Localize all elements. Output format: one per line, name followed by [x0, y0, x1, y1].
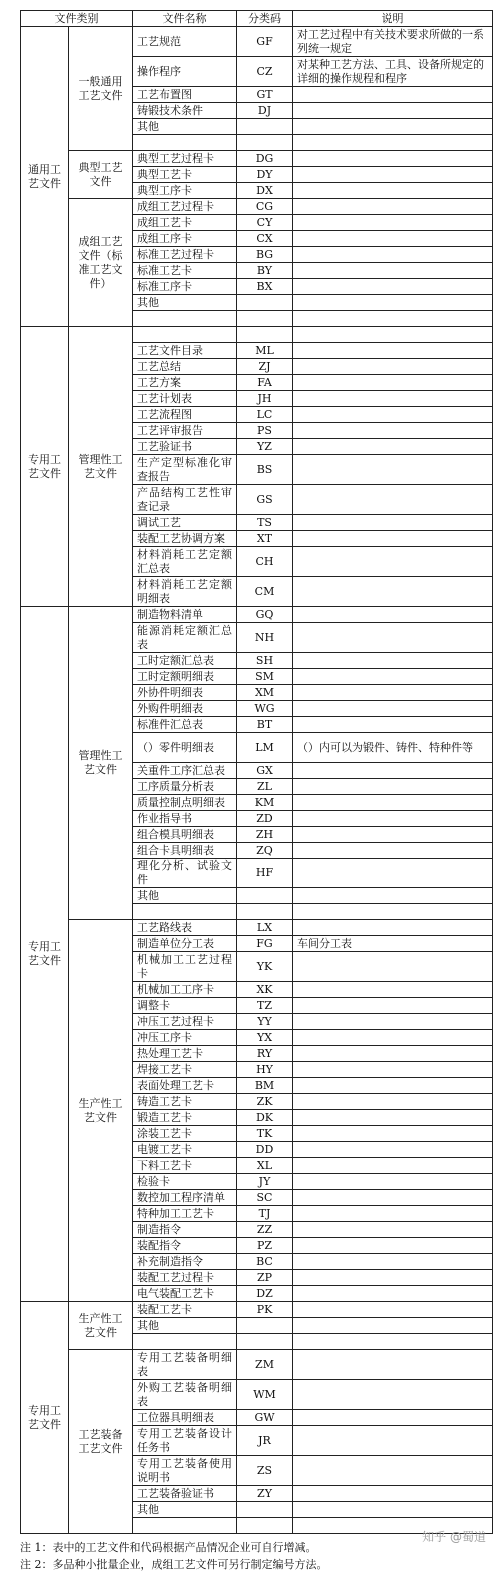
group-label: 管理性工艺文件 [69, 327, 133, 607]
file-name-cell: 其他 [133, 295, 237, 311]
code-cell: PS [237, 423, 293, 439]
note-cell [293, 827, 493, 843]
code-cell: TJ [237, 1206, 293, 1222]
file-name-cell: 制造指令 [133, 1222, 237, 1238]
note-cell [293, 1030, 493, 1046]
code-cell: YY [237, 1014, 293, 1030]
code-cell: DX [237, 183, 293, 199]
file-name-cell: 成组工艺卡 [133, 215, 237, 231]
file-name-cell: 专用工艺装备使用说明书 [133, 1456, 237, 1486]
file-name-cell: 工时定额明细表 [133, 669, 237, 685]
note-cell: 对工艺过程中有关技术要求所做的一系列统一规定 [293, 27, 493, 57]
note-cell [293, 1126, 493, 1142]
file-name-cell: 工艺计划表 [133, 391, 237, 407]
code-cell: KM [237, 795, 293, 811]
code-cell [237, 1318, 293, 1334]
note-cell [293, 359, 493, 375]
file-name-cell: 焊接工艺卡 [133, 1062, 237, 1078]
file-name-cell: 装配指令 [133, 1238, 237, 1254]
note-cell [293, 119, 493, 135]
note-cell [293, 904, 493, 920]
code-cell: JH [237, 391, 293, 407]
file-name-cell: 关重件工序汇总表 [133, 763, 237, 779]
file-name-cell: 典型工艺过程卡 [133, 151, 237, 167]
file-name-cell: 工时定额汇总表 [133, 653, 237, 669]
file-name-cell: 机械加工工艺过程卡 [133, 952, 237, 982]
code-cell [237, 904, 293, 920]
note-cell [293, 779, 493, 795]
file-name-cell [133, 311, 237, 327]
note-cell [293, 577, 493, 607]
code-cell [237, 295, 293, 311]
code-cell: JR [237, 1426, 293, 1456]
file-name-cell: 理化分析、试验文件 [133, 859, 237, 888]
note-cell [293, 685, 493, 701]
file-name-cell: 组合模具明细表 [133, 827, 237, 843]
code-cell: SH [237, 653, 293, 669]
note-cell [293, 1410, 493, 1426]
code-cell: FA [237, 375, 293, 391]
note-cell [293, 811, 493, 827]
header-code: 分类码 [237, 11, 293, 27]
note-cell [293, 87, 493, 103]
code-cell: XM [237, 685, 293, 701]
code-cell: CY [237, 215, 293, 231]
note-cell [293, 859, 493, 888]
file-name-cell: 能源消耗定额汇总表 [133, 623, 237, 653]
file-name-cell: 专用工艺装备明细表 [133, 1350, 237, 1380]
file-name-cell: 标准工艺过程卡 [133, 247, 237, 263]
note-cell [293, 1142, 493, 1158]
file-name-cell: 成组工序卡 [133, 231, 237, 247]
note-cell [293, 485, 493, 515]
section-label: 专用工艺文件 [21, 327, 69, 607]
note-cell [293, 1254, 493, 1270]
file-name-cell: 涂装工艺卡 [133, 1126, 237, 1142]
code-cell: XL [237, 1158, 293, 1174]
note-cell [293, 295, 493, 311]
code-cell: TK [237, 1126, 293, 1142]
note-cell [293, 1158, 493, 1174]
table-row [21, 607, 493, 623]
note-cell [293, 103, 493, 119]
table-row [21, 327, 493, 343]
file-name-cell: 其他 [133, 119, 237, 135]
section-label: 专用工艺文件 [21, 1302, 69, 1534]
table-body [21, 27, 493, 1534]
section-label: 专用工艺文件 [21, 607, 69, 1302]
code-cell: DD [237, 1142, 293, 1158]
header-name: 文件名称 [133, 11, 237, 27]
code-cell: FG [237, 936, 293, 952]
code-cell: JY [237, 1174, 293, 1190]
watermark: 知乎 @蜀道 [422, 1530, 486, 1544]
file-name-cell: 材料消耗工艺定额汇总表 [133, 547, 237, 577]
note-cell [293, 888, 493, 904]
note-cell [293, 151, 493, 167]
note-cell [293, 998, 493, 1014]
code-cell: XK [237, 982, 293, 998]
code-cell: LC [237, 407, 293, 423]
code-cell: HY [237, 1062, 293, 1078]
table-row [21, 199, 493, 215]
note-cell [293, 843, 493, 859]
file-name-cell: 生产定型标准化审查报告 [133, 455, 237, 485]
file-name-cell: 标准工序卡 [133, 279, 237, 295]
file-name-cell: 补充制造指令 [133, 1254, 237, 1270]
note-cell [293, 247, 493, 263]
document [20, 10, 492, 1573]
file-name-cell: 外协件明细表 [133, 685, 237, 701]
code-cell: BX [237, 279, 293, 295]
file-name-cell: 工艺装备验证书 [133, 1486, 237, 1502]
code-cell: CM [237, 577, 293, 607]
file-name-cell: 机械加工工序卡 [133, 982, 237, 998]
note-cell [293, 199, 493, 215]
code-cell: GS [237, 485, 293, 515]
file-name-cell: 表面处理工艺卡 [133, 1078, 237, 1094]
note-line: 注 2：多品种小批量企业，成组工艺文件可另行制定编号方法。 [20, 1558, 328, 1571]
note-cell [293, 717, 493, 733]
group-label: 成组工艺文件（标准工艺文件） [69, 199, 133, 327]
file-name-cell: 制造单位分工表 [133, 936, 237, 952]
note-cell [293, 1318, 493, 1334]
file-name-cell [133, 327, 237, 343]
section-label: 通用工艺文件 [21, 27, 69, 327]
file-name-cell: 电气装配工艺卡 [133, 1286, 237, 1302]
file-name-cell: 其他 [133, 1502, 237, 1518]
note-cell [293, 607, 493, 623]
table-row [21, 1302, 493, 1318]
note-cell [293, 1206, 493, 1222]
code-cell: GX [237, 763, 293, 779]
file-name-cell: 数控加工程序清单 [133, 1190, 237, 1206]
code-cell: YK [237, 952, 293, 982]
note-cell [293, 455, 493, 485]
note-cell [293, 167, 493, 183]
code-cell: GF [237, 27, 293, 57]
code-cell: CX [237, 231, 293, 247]
file-name-cell: 工艺评审报告 [133, 423, 237, 439]
code-cell: YX [237, 1030, 293, 1046]
code-cell: DK [237, 1110, 293, 1126]
code-cell: WG [237, 701, 293, 717]
file-name-cell: 标准件汇总表 [133, 717, 237, 733]
file-name-cell: 冲压工艺过程卡 [133, 1014, 237, 1030]
note-cell [293, 1334, 493, 1350]
note-cell [293, 1094, 493, 1110]
file-name-cell: 工艺验证书 [133, 439, 237, 455]
note-cell [293, 439, 493, 455]
file-name-cell: 制造物料清单 [133, 607, 237, 623]
file-name-cell: 工艺路线表 [133, 920, 237, 936]
note-cell: （）内可以为锻件、铸件、特种件等 [293, 733, 493, 763]
code-cell: BC [237, 1254, 293, 1270]
file-name-cell: 其他 [133, 1318, 237, 1334]
note-cell [293, 1486, 493, 1502]
code-cell: SC [237, 1190, 293, 1206]
code-cell [237, 119, 293, 135]
code-cell: SM [237, 669, 293, 685]
code-cell: HF [237, 859, 293, 888]
note-cell [293, 1270, 493, 1286]
note-cell [293, 311, 493, 327]
table-row [21, 151, 493, 167]
note-cell [293, 1456, 493, 1486]
code-cell: DY [237, 167, 293, 183]
code-cell: ZY [237, 1486, 293, 1502]
note-cell [293, 952, 493, 982]
code-cell: ZJ [237, 359, 293, 375]
code-cell: ZD [237, 811, 293, 827]
file-name-cell [133, 1334, 237, 1350]
code-cell [237, 1502, 293, 1518]
note-cell [293, 1222, 493, 1238]
note-cell [293, 1062, 493, 1078]
file-name-cell: 组合卡具明细表 [133, 843, 237, 859]
group-label: 生产性工艺文件 [69, 920, 133, 1302]
file-name-cell: 外购工艺装备明细表 [133, 1380, 237, 1410]
code-cell: CG [237, 199, 293, 215]
code-cell: DG [237, 151, 293, 167]
code-cell: ZZ [237, 1222, 293, 1238]
code-cell: WM [237, 1380, 293, 1410]
code-cell: BM [237, 1078, 293, 1094]
file-name-cell: 操作程序 [133, 57, 237, 87]
file-name-cell: 装配工艺过程卡 [133, 1270, 237, 1286]
code-cell: TS [237, 515, 293, 531]
file-name-cell: 装配工艺协调方案 [133, 531, 237, 547]
note-cell [293, 547, 493, 577]
code-cell: XT [237, 531, 293, 547]
note-cell [293, 1190, 493, 1206]
file-name-cell: 铸锻技术条件 [133, 103, 237, 119]
note-cell [293, 763, 493, 779]
process-document-table [20, 10, 493, 1534]
note-cell [293, 1046, 493, 1062]
file-name-cell: 质量控制点明细表 [133, 795, 237, 811]
code-cell: CH [237, 547, 293, 577]
file-name-cell: 典型工序卡 [133, 183, 237, 199]
file-name-cell: 热处理工艺卡 [133, 1046, 237, 1062]
note-cell [293, 982, 493, 998]
group-label: 工艺装备工艺文件 [69, 1350, 133, 1534]
code-cell [237, 311, 293, 327]
file-name-cell: 装配工艺卡 [133, 1302, 237, 1318]
file-name-cell: 工艺文件目录 [133, 343, 237, 359]
note-cell [293, 375, 493, 391]
note-cell [293, 623, 493, 653]
code-cell [237, 327, 293, 343]
file-name-cell: 作业指导书 [133, 811, 237, 827]
note-cell [293, 1110, 493, 1126]
note-cell [293, 1078, 493, 1094]
note-cell: 车间分工表 [293, 936, 493, 952]
note-cell [293, 515, 493, 531]
note-cell [293, 423, 493, 439]
code-cell: GT [237, 87, 293, 103]
note-cell [293, 1238, 493, 1254]
group-label: 典型工艺文件 [69, 151, 133, 199]
note-cell [293, 263, 493, 279]
code-cell: BT [237, 717, 293, 733]
file-name-cell: 工艺方案 [133, 375, 237, 391]
note-cell [293, 795, 493, 811]
table-row [21, 920, 493, 936]
code-cell: ZS [237, 1456, 293, 1486]
note-cell [293, 343, 493, 359]
file-name-cell: 专用工艺装备设计任务书 [133, 1426, 237, 1456]
code-cell: ZH [237, 827, 293, 843]
code-cell: YZ [237, 439, 293, 455]
file-name-cell: 标准工艺卡 [133, 263, 237, 279]
file-name-cell: 电镀工艺卡 [133, 1142, 237, 1158]
code-cell: BS [237, 455, 293, 485]
code-cell: GW [237, 1410, 293, 1426]
note-cell [293, 653, 493, 669]
note-cell [293, 669, 493, 685]
group-label: 管理性工艺文件 [69, 607, 133, 920]
file-name-cell: 工位器具明细表 [133, 1410, 237, 1426]
file-name-cell: 其他 [133, 888, 237, 904]
code-cell: ZQ [237, 843, 293, 859]
group-label: 生产性工艺文件 [69, 1302, 133, 1350]
code-cell: GQ [237, 607, 293, 623]
code-cell: TZ [237, 998, 293, 1014]
file-name-cell: 调整卡 [133, 998, 237, 1014]
file-name-cell: （）零件明细表 [133, 733, 237, 763]
file-name-cell [133, 135, 237, 151]
code-cell: ZL [237, 779, 293, 795]
group-label: 一般通用工艺文件 [69, 27, 133, 151]
code-cell: RY [237, 1046, 293, 1062]
note-cell [293, 1502, 493, 1518]
note-cell [293, 1014, 493, 1030]
note-cell [293, 327, 493, 343]
note-cell [293, 1426, 493, 1456]
table-header-row [21, 11, 493, 27]
file-name-cell: 工艺流程图 [133, 407, 237, 423]
code-cell [237, 1334, 293, 1350]
note-cell [293, 407, 493, 423]
table-row [21, 27, 493, 57]
file-name-cell: 典型工艺卡 [133, 167, 237, 183]
note-cell [293, 1302, 493, 1318]
note-cell [293, 1350, 493, 1380]
note-cell [293, 135, 493, 151]
code-cell: ML [237, 343, 293, 359]
file-name-cell: 工艺布置图 [133, 87, 237, 103]
note-cell [293, 215, 493, 231]
code-cell: NH [237, 623, 293, 653]
note-cell [293, 1174, 493, 1190]
file-name-cell [133, 904, 237, 920]
code-cell [237, 888, 293, 904]
code-cell: PK [237, 1302, 293, 1318]
note-cell [293, 531, 493, 547]
note-cell [293, 1380, 493, 1410]
code-cell [237, 135, 293, 151]
file-name-cell: 下料工艺卡 [133, 1158, 237, 1174]
file-name-cell: 工艺规范 [133, 27, 237, 57]
code-cell: ZK [237, 1094, 293, 1110]
code-cell: DZ [237, 1286, 293, 1302]
file-name-cell: 产品结构工艺性审查记录 [133, 485, 237, 515]
file-name-cell: 锻造工艺卡 [133, 1110, 237, 1126]
file-name-cell: 外购件明细表 [133, 701, 237, 717]
note-cell [293, 1286, 493, 1302]
code-cell: DJ [237, 103, 293, 119]
file-name-cell: 工序质量分析表 [133, 779, 237, 795]
code-cell: ZM [237, 1350, 293, 1380]
code-cell: PZ [237, 1238, 293, 1254]
note-cell [293, 701, 493, 717]
note-cell [293, 391, 493, 407]
file-name-cell [133, 1518, 237, 1534]
note-line: 注 1：表中的工艺文件和代码根据产品情况企业可自行增减。 [20, 1541, 317, 1554]
note-cell [293, 920, 493, 936]
file-name-cell: 调试工艺 [133, 515, 237, 531]
file-name-cell: 铸造工艺卡 [133, 1094, 237, 1110]
header-category: 文件类别 [21, 11, 133, 27]
file-name-cell: 冲压工序卡 [133, 1030, 237, 1046]
table-row [21, 1350, 493, 1380]
code-cell: LX [237, 920, 293, 936]
note-cell [293, 231, 493, 247]
code-cell: CZ [237, 57, 293, 87]
code-cell: ZP [237, 1270, 293, 1286]
code-cell [237, 1518, 293, 1534]
file-name-cell: 工艺总结 [133, 359, 237, 375]
code-cell: BY [237, 263, 293, 279]
note-cell [293, 183, 493, 199]
file-name-cell: 特种加工工艺卡 [133, 1206, 237, 1222]
code-cell: BG [237, 247, 293, 263]
file-name-cell: 成组工艺过程卡 [133, 199, 237, 215]
note-cell [293, 279, 493, 295]
header-note: 说明 [293, 11, 493, 27]
code-cell: LM [237, 733, 293, 763]
file-name-cell: 检验卡 [133, 1174, 237, 1190]
note-cell: 对某种工艺方法、工具、设备所规定的详细的操作规程和程序 [293, 57, 493, 87]
file-name-cell: 材料消耗工艺定额明细表 [133, 577, 237, 607]
